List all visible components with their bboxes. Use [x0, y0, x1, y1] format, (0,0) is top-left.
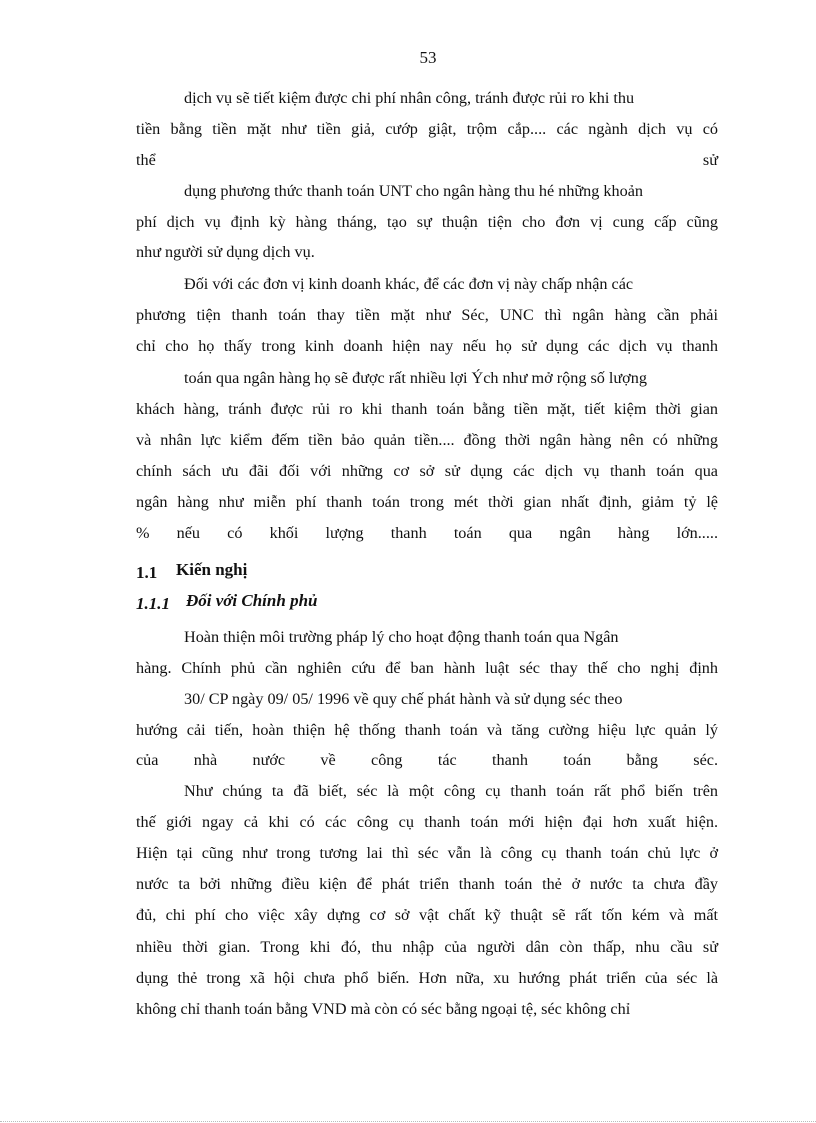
text-line: Đối với các đơn vị kinh doanh khác, để các đơn vị này chấp nhận các — [184, 275, 634, 293]
text-line: thế giới ngay cả khi có các công cụ thanh toán mới hiện đại hơn xuất hiện. — [136, 813, 718, 831]
text-line: dịch vụ sẽ tiết kiệm được chi phí nhân công, tránh được rủi ro khi thu — [184, 89, 635, 107]
subheading-title: Đối với Chính phủ — [186, 591, 318, 610]
text-line: nước ta bởi những điều kiện để phát triển thanh toán thẻ ở nước ta chưa đầy — [136, 875, 718, 893]
text-line: tiền bằng tiền mặt như tiền giả, cướp giật, trộm cắp.... các ngành dịch vụ có — [136, 120, 718, 138]
text-line: nhiều thời gian. Trong khi đó, thu nhập của người dân còn thấp, nhu cầu sử — [136, 938, 718, 956]
page-number: 53 — [419, 48, 437, 67]
subheading-number: 1.1.1 — [136, 594, 170, 613]
text-line: ngân hàng như miễn phí thanh toán trong mét thời gian nhất định, giảm tỷ lệ — [136, 493, 718, 511]
text-line: hướng cải tiến, hoàn thiện hệ thống thanh toán và tăng cường hiệu lực quản lý — [136, 721, 718, 739]
text-line: sử — [702, 151, 718, 169]
text-line: Hoàn thiện môi trường pháp lý cho hoạt động thanh toán qua Ngân — [184, 628, 619, 646]
text-line: khách hàng, tránh được rủi ro khi thanh toán bằng tiền mặt, tiết kiệm thời gian — [136, 400, 718, 418]
text-line: phương tiện thanh toán thay tiền mặt như Séc, UNC thì ngân hàng cần phải — [136, 306, 718, 324]
page-bottom-rule — [0, 1121, 816, 1122]
text-line: toán qua ngân hàng họ sẽ được rất nhiều lợi Ých như mở rộng số lượng — [184, 369, 647, 387]
text-line: không chỉ thanh toán bằng VND mà còn có séc bằng ngoại tệ, séc không chỉ — [136, 1000, 631, 1018]
text-line: dụng thẻ trong xã hội chưa phổ biến. Hơn nữa, xu hướng phát triển của séc là — [136, 969, 718, 987]
heading-number: 1.1 — [136, 563, 158, 582]
text-line: hàng. Chính phủ cần nghiên cứu để ban hành luật séc thay thế cho nghị định — [136, 659, 718, 677]
text-line: chính sách ưu đãi đối với những cơ sở sử dụng các dịch vụ thanh toán qua — [136, 462, 718, 480]
text-line: của nhà nước về công tác thanh toán bằng séc. — [136, 751, 718, 769]
text-line: đủ, chi phí cho việc xây dựng cơ sở vật chất kỹ thuật sẽ rất tốn kém và mất — [136, 906, 718, 924]
text-line: % nếu có khối lượng thanh toán qua ngân hàng lớn..... — [136, 524, 718, 542]
text-line: chỉ cho họ thấy trong kinh doanh hiện nay nếu họ sử dụng các dịch vụ thanh — [136, 337, 718, 355]
text-line: 30/ CP ngày 09/ 05/ 1996 về quy chế phát hành và sử dụng séc theo — [184, 690, 623, 708]
heading-title: Kiến nghị — [176, 560, 248, 579]
text-line: Hiện tại cũng như trong tương lai thì séc vẫn là công cụ thanh toán chủ lực ở — [136, 844, 718, 862]
text-line: như người sử dụng dịch vụ. — [136, 243, 315, 261]
text-line: phí dịch vụ định kỳ hàng tháng, tạo sự thuận tiện cho đơn vị cung cấp cũng — [136, 213, 718, 231]
text-line: Như chúng ta đã biết, séc là một công cụ thanh toán rất phổ biến trên — [184, 782, 718, 800]
text-line: dụng phương thức thanh toán UNT cho ngân hàng thu hé những khoản — [184, 182, 643, 200]
text-line: thể — [136, 151, 156, 169]
text-line: và nhân lực kiểm đếm tiền bảo quản tiền.... đồng thời ngân hàng nên có những — [136, 431, 718, 449]
